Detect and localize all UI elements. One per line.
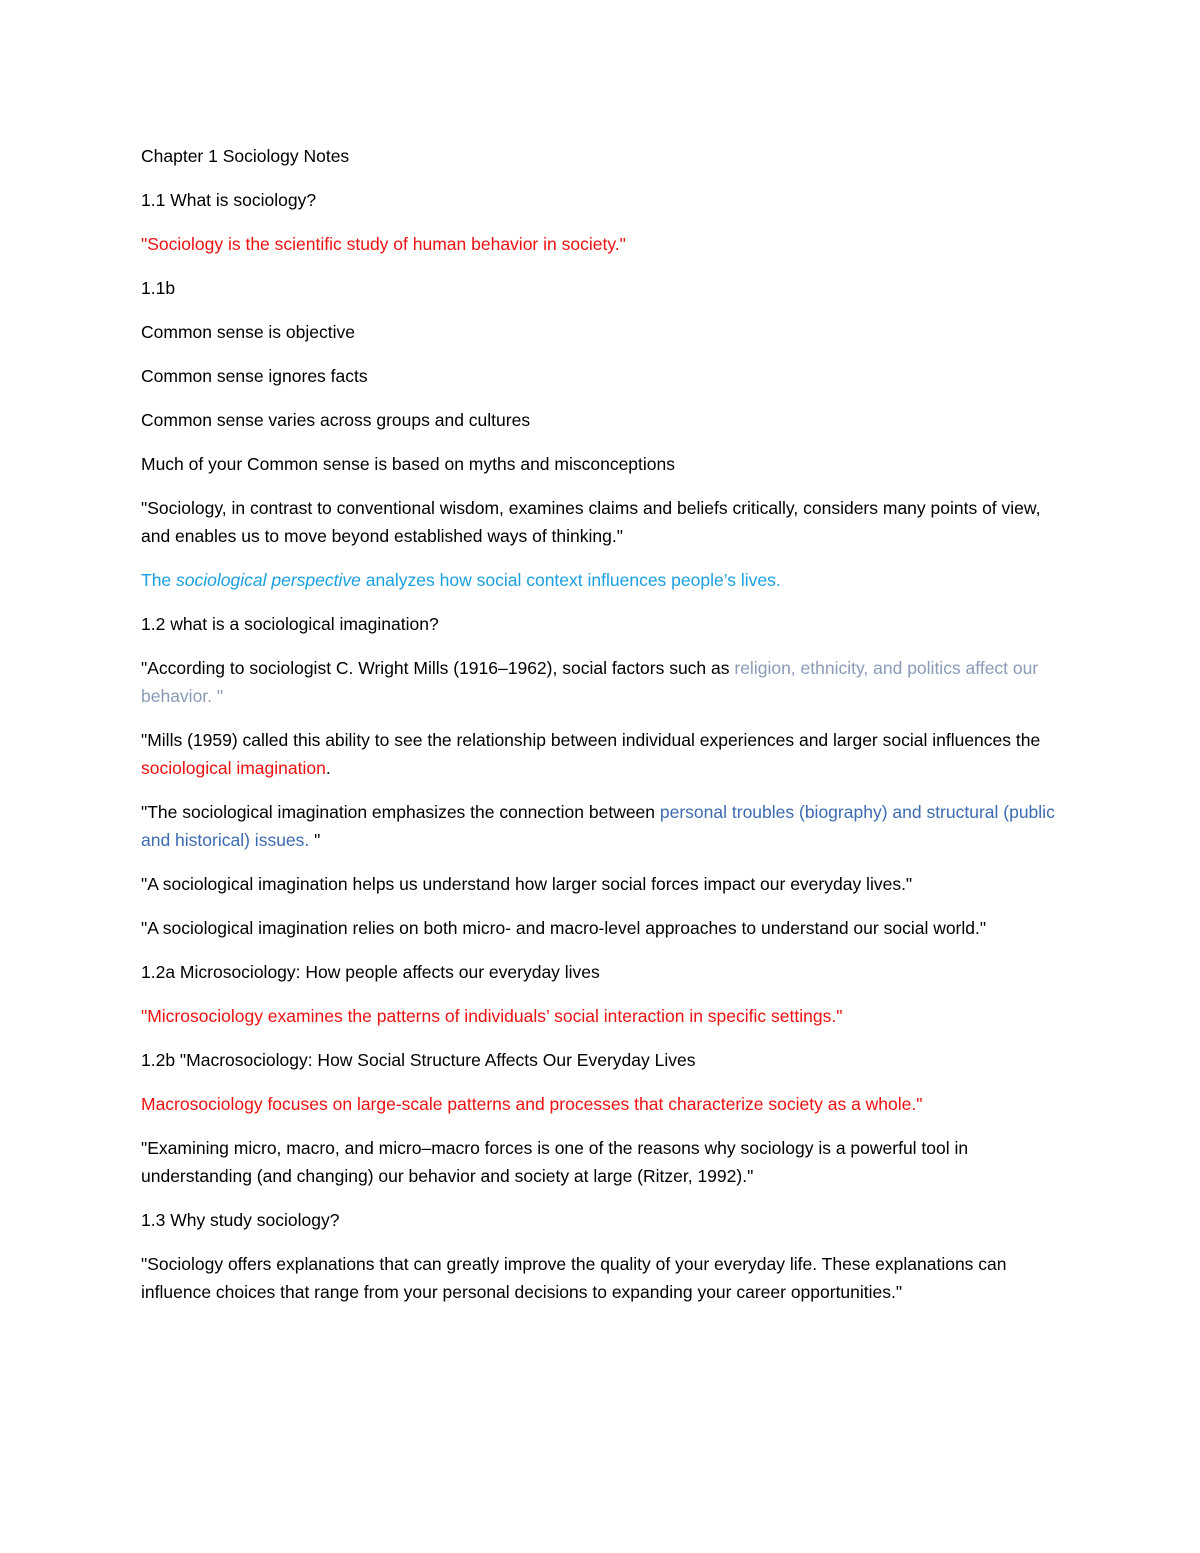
ritzer-quote: "Examining micro, macro, and micro–macro forces is one of the reasons why sociology is a powerful tool in understanding (and changing) our behavior and society at large (Ritzer, 1992)." (141, 1138, 969, 1186)
common-sense-item: Common sense varies across groups and cultures (141, 410, 531, 430)
micro-macro-quote: "A sociological imagination relies on both micro- and macro-level approaches to understand our social world." (141, 918, 987, 938)
contrast-quote: "Sociology, in contrast to conventional wisdom, examines claims and beliefs critically, considers many points of view, and enables us to move beyond established ways of thinking." (141, 498, 1041, 546)
section-1-3-heading: 1.3 Why study sociology? (141, 1210, 340, 1230)
mills-quote-pre: "According to sociologist C. Wright Mills (1916–1962), social factors such as (141, 658, 735, 678)
connection-quote (141, 798, 1061, 854)
mills-1959-highlight: sociological imagination (141, 758, 326, 778)
perspective-post: analyzes how social context influences people’s lives. (360, 570, 781, 590)
sociological-perspective-line (141, 566, 1061, 594)
connection-highlight: personal troubles (biography) and structural (public and historical) issues. (141, 802, 1055, 850)
offers-quote: "Sociology offers explanations that can greatly improve the quality of your everyday life. These explanations can influence choices that range from your personal decisions to expanding your career opportunities." (141, 1254, 1007, 1302)
mills-quote-highlight: religion, ethnicity, and politics affect our behavior. " (141, 658, 1039, 706)
perspective-pre: The (141, 570, 177, 590)
section-1-1-heading: 1.1 What is sociology? (141, 190, 317, 210)
section-1-2a-heading: 1.2a Microsociology: How people affects our everyday lives (141, 962, 600, 982)
mills-1959-pre: "Mills (1959) called this ability to see the relationship between individual experiences and larger social influences the (141, 730, 1041, 750)
connection-post: " (309, 830, 321, 850)
document-title: Chapter 1 Sociology Notes (141, 146, 350, 166)
connection-pre: "The sociological imagination emphasizes the connection between (141, 802, 660, 822)
perspective-term: sociological perspective (176, 570, 361, 590)
section-1-2-heading: 1.2 what is a sociological imagination? (141, 614, 439, 634)
sociology-definition: "Sociology is the scientific study of human behavior in society." (141, 234, 626, 254)
mills-1959-post: . (325, 758, 331, 778)
common-sense-item: Common sense ignores facts (141, 366, 368, 386)
document-body (141, 142, 1061, 1322)
forces-quote: "A sociological imagination helps us understand how larger social forces impact our everyday lives." (141, 874, 913, 894)
section-1-1b-heading: 1.1b (141, 278, 176, 298)
mills-1959-quote (141, 726, 1061, 782)
microsociology-definition: "Microsociology examines the patterns of individuals’ social interaction in specific settings." (141, 1006, 843, 1026)
section-1-2b-heading: 1.2b "Macrosociology: How Social Structure Affects Our Everyday Lives (141, 1050, 696, 1070)
macrosociology-definition: Macrosociology focuses on large-scale patterns and processes that characterize society as a whole." (141, 1094, 923, 1114)
mills-quote (141, 654, 1061, 710)
common-sense-item: Common sense is objective (141, 322, 355, 342)
common-sense-item: Much of your Common sense is based on myths and misconceptions (141, 454, 676, 474)
